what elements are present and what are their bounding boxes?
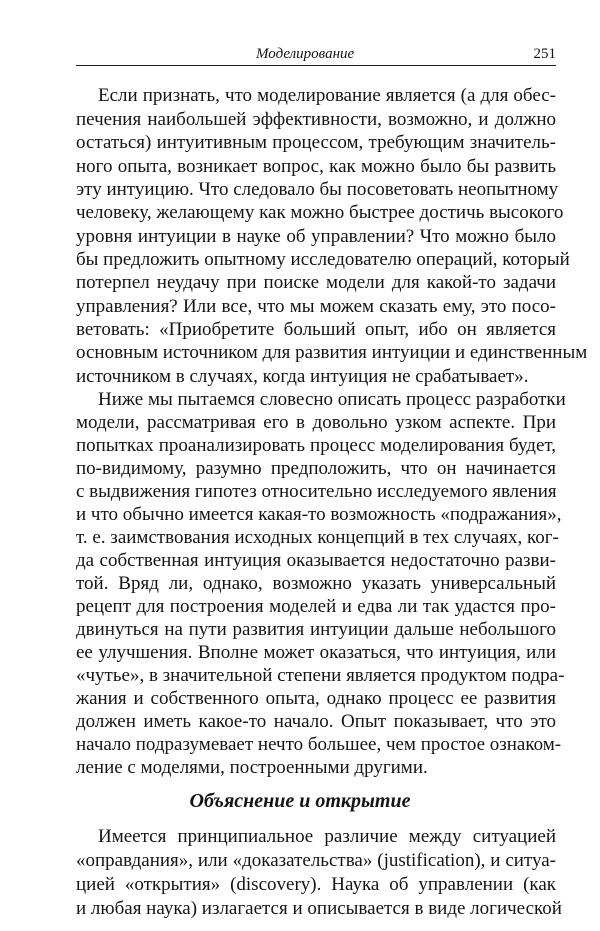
text-line: двинуться на пути развития интуиции дальше небольшого (76, 619, 556, 640)
text-line: Имеется принципиальное различие между ситуацией (98, 826, 556, 847)
text-line: человеку, желающему как можно быстрее достичь высокого (76, 202, 564, 223)
text-line: рецепт для построения моделей и едва ли так удастся про- (76, 596, 556, 617)
text-line: с выдвижения гипотез относительно исследуемого явления (76, 481, 557, 502)
text-line: Ниже мы пытаемся словесно описать процесс разработки (98, 389, 566, 410)
text-line: ветовать: «Приобретите больший опыт, ибо он является (76, 319, 556, 340)
text-line: бы предложить опытному исследователю операций, который (76, 249, 570, 270)
text-line: печения наибольшей эффективности, возможно, и должно (76, 109, 556, 130)
text-line: ного опыта, возникает вопрос, как можно было бы развить (76, 156, 556, 177)
text-line: Если признать, что моделирование является (а для обес- (98, 85, 556, 106)
text-line: жания и собственного опыта, однако процесс ее развития (76, 688, 556, 709)
text-line: ее улучшения. Вполне может оказаться, что интуиция, или (76, 642, 556, 663)
text-line: «оправдания», или «доказательства» (justification), и ситуа- (76, 850, 556, 871)
section-heading: Объяснение и открытие (189, 790, 411, 812)
text-line: и любая наука) излагается и описывается в виде логической (76, 898, 562, 919)
text-line: управления? Или все, что мы можем сказать ему, это посо- (76, 296, 556, 317)
text-line: попытках проанализировать процесс моделирования будет, (76, 435, 556, 456)
running-title: Моделирование (256, 46, 355, 62)
text-line: да собственная интуиция оказывается недостаточно разви- (76, 550, 556, 571)
text-line: «чутье», в значительной степени является продуктом подра- (76, 665, 565, 686)
text-line: источником в случаях, когда интуиция не срабатывает». (76, 366, 529, 387)
text-line: т. е. заимствования исходных концепций в тех случаях, ког- (76, 527, 559, 548)
text-line: уровня интуиции в науке об управлении? Что можно было (76, 226, 556, 247)
text-line: ление с моделями, построенными другими. (76, 757, 428, 778)
text-line: остаться) интуитивным процессом, требующим значитель- (76, 132, 556, 153)
page-number: 251 (533, 46, 556, 62)
text-line: основным источником для развития интуиции и единственным (76, 342, 588, 363)
text-line: начало подразумевает нечто большее, чем простое ознаком- (76, 734, 562, 755)
text-line: по-видимому, разумно предположить, что он начинается (76, 458, 556, 479)
text-line: той. Вряд ли, однако, возможно указать универсальный (76, 573, 556, 594)
text-line: эту интуицию. Что следовало бы посоветовать неопытному (76, 179, 559, 200)
running-header (76, 45, 556, 66)
text-line: должен иметь какое-то начало. Опыт показывает, что это (76, 711, 556, 732)
text-line: модели, рассматривая его в довольно узком аспекте. При (76, 412, 556, 433)
text-line: потерпел неудачу при поиске модели для какой-то задачи (76, 272, 556, 293)
text-line: цией «открытия» (discovery). Наука об управлении (как (76, 874, 556, 895)
text-line: и что обычно имеется какая-то возможность «подражания», (76, 504, 562, 525)
